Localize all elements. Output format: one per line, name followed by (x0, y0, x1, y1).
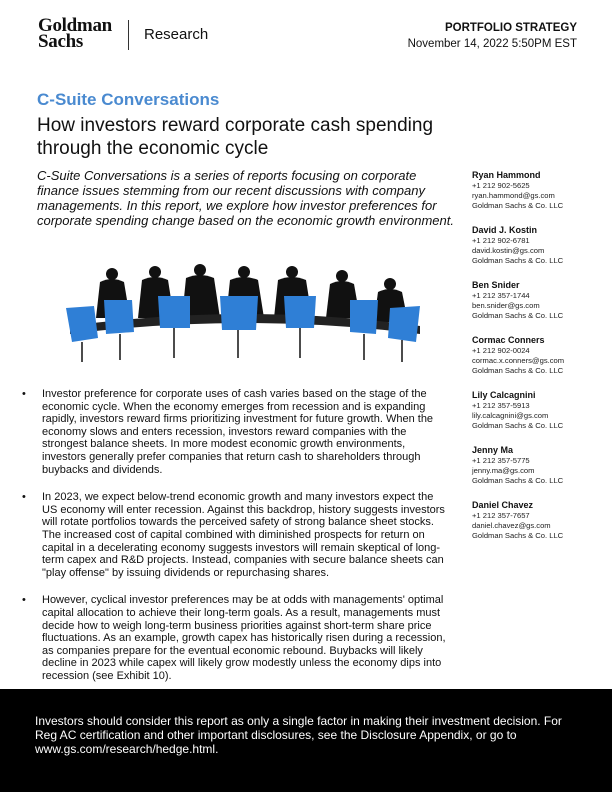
intro-paragraph: C-Suite Conversations is a series of reports focusing on corporate finance issues stemming from our recent discussions with company managements. In this report, we explore how investor preferences for corporate spending change based on the economic growth environment. (37, 168, 454, 228)
contact-email[interactable]: cormac.x.conners@gs.com (472, 356, 565, 365)
contact-phone: +1 212 902-0024 (472, 346, 530, 355)
contact-phone: +1 212 902-5625 (472, 181, 530, 190)
contact-name: Jenny Ma (472, 445, 514, 455)
contact-name: David J. Kostin (472, 225, 538, 235)
report-category: PORTFOLIO STRATEGY (444, 22, 577, 34)
key-point-text: However, cyclical investor preferences may be at odds with managements' optimal capital allocation to achieve their long-term goals. As a result, managements must decide how to weigh long-term business priorities against short-term share price fluctuations. As an example, growth capex has historically risen during a recession, as companies prepare for the eventual economic rebound. Buybacks will likely decline in 2023 while capex will likely grow modestly unless the economy dips into recession (see Exhibit 10). (42, 594, 446, 682)
key-point-text: Investor preference for corporate uses of cash varies based on the stage of the economic cycle. When the economy emerges from recession and is expanding rapidly, investors reward firms prioritizing investment for future growth. When the economy slows and enters recession, investors reward companies with the strongest balance sheets. In more modest economic growth environments, investors generally prefer companies that return cash to shareholders through buybacks and dividends. (42, 388, 434, 476)
contact-name: Ben Snider (472, 280, 520, 290)
contact-phone: +1 212 357-5775 (472, 456, 530, 465)
logo-line-1: Goldman (38, 15, 112, 36)
contact-card (472, 170, 602, 211)
contact-email[interactable]: ryan.hammond@gs.com (472, 191, 555, 200)
contact-email[interactable]: daniel.chavez@gs.com (472, 521, 551, 530)
report-date: November 14, 2022 5:50PM EST (407, 38, 577, 50)
contact-email[interactable]: ben.snider@gs.com (472, 301, 540, 310)
bullet-marker: • (22, 491, 26, 504)
contact-phone: +1 212 357-5913 (472, 401, 530, 410)
contact-phone: +1 212 902-6781 (472, 236, 530, 245)
key-point (22, 491, 448, 579)
boardroom-illustration (60, 262, 430, 370)
contact-name: Daniel Chavez (472, 500, 534, 510)
bullet-marker: • (22, 388, 26, 400)
contact-card (472, 445, 602, 486)
contact-name: Lily Calcagnini (472, 390, 536, 400)
key-point-text: In 2023, we expect below-trend economic growth and many investors expect the US economy will enter recession. Against this backdrop, history suggests investors will rotate portfolios towards the perceived safety of strong balance sheet stocks. The increased cost of capital combined with diminished prospects for return on capital in a decelerating economy suggests investors will remain skeptical of long-term capex and R&D projects. Instead, companies with secure balance sheets can "play offense" by issuing dividends or repurchasing shares. (42, 491, 445, 579)
contact-firm: Goldman Sachs & Co. LLC (472, 201, 564, 210)
contact-firm: Goldman Sachs & Co. LLC (472, 421, 564, 430)
series-title: C-Suite Conversations (37, 90, 220, 109)
contact-email[interactable]: lily.calcagnini@gs.com (472, 411, 549, 420)
key-point (22, 594, 448, 682)
contact-phone: +1 212 357-7657 (472, 511, 530, 520)
bullet-marker: • (22, 594, 26, 607)
contact-card (472, 225, 602, 266)
contact-card (472, 390, 602, 431)
contact-firm: Goldman Sachs & Co. LLC (472, 366, 564, 375)
contact-email[interactable]: david.kostin@gs.com (472, 246, 545, 255)
contact-phone: +1 212 357-1744 (472, 291, 530, 300)
key-point (22, 388, 448, 476)
goldman-sachs-logo (38, 15, 112, 52)
contact-firm: Goldman Sachs & Co. LLC (472, 476, 564, 485)
logo-line-2: Sachs (38, 31, 83, 52)
disclosure-text: Investors should consider this report as only a single factor in making their investment decision. For Reg AC certification and other important disclosures, see the Disclosure Appendix, or go to www.gs.com/research/hedge.html. (35, 714, 562, 756)
contact-card (472, 280, 602, 321)
research-label: Research (144, 26, 209, 43)
contact-firm: Goldman Sachs & Co. LLC (472, 256, 564, 265)
header-divider (128, 20, 129, 50)
key-points-list (22, 388, 448, 697)
contact-email[interactable]: jenny.ma@gs.com (472, 466, 535, 475)
analyst-contacts (472, 170, 602, 555)
contact-firm: Goldman Sachs & Co. LLC (472, 531, 564, 540)
contact-name: Ryan Hammond (472, 170, 541, 180)
contact-name: Cormac Conners (472, 335, 545, 345)
contact-firm: Goldman Sachs & Co. LLC (472, 311, 564, 320)
contact-card (472, 500, 602, 541)
contact-card (472, 335, 602, 376)
report-title: How investors reward corporate cash spending through the economic cycle (37, 115, 434, 159)
